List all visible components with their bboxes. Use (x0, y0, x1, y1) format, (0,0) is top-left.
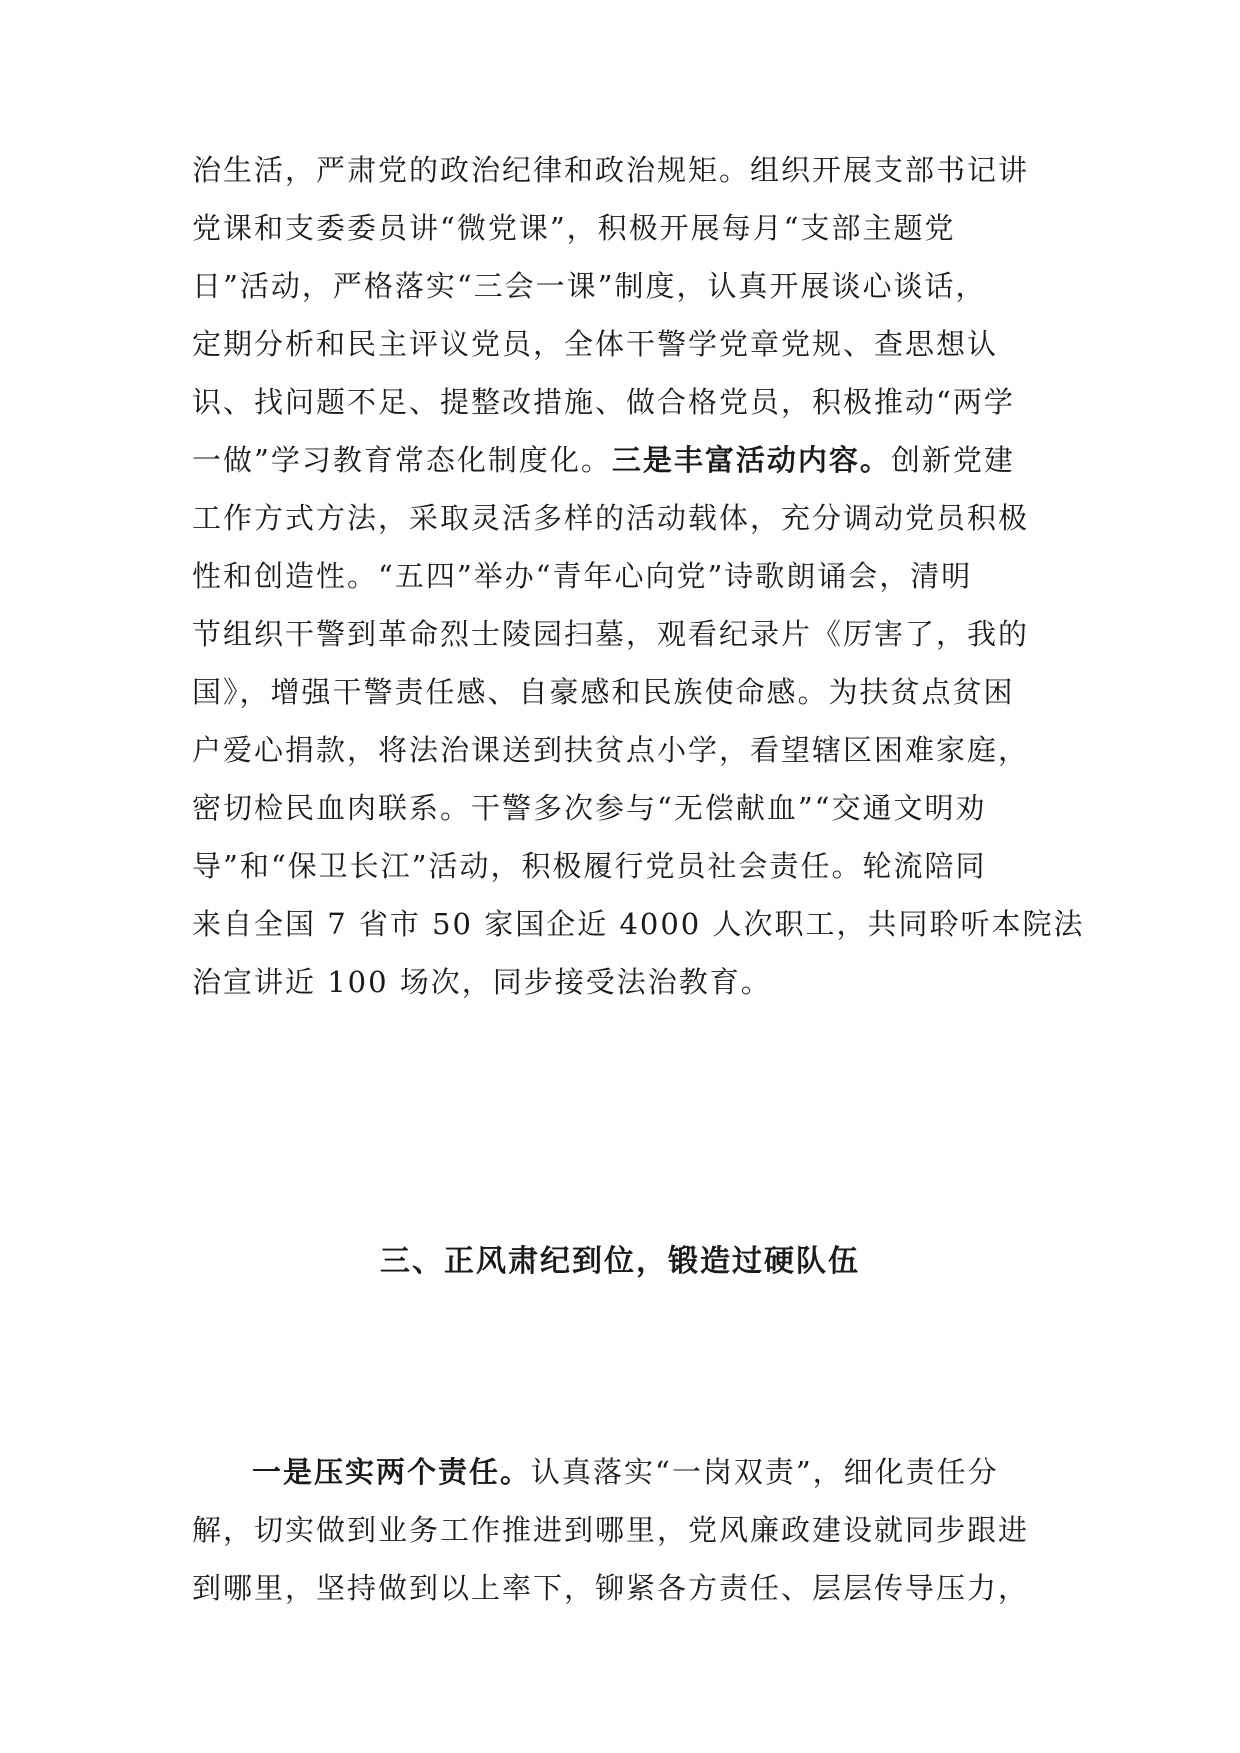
text-line (192, 150, 1029, 190)
text-line (192, 556, 972, 596)
text-run: 工作方式方法，采取灵活多样的活动载体，充分调动党员积极 (192, 501, 1030, 535)
text-line (192, 788, 986, 828)
text-run: 导”和“保卫长江”活动，积极履行党员社会责任。轮流陪同 (192, 849, 987, 883)
bold-lead-phrase: 一是压实两个责任。 (252, 1455, 532, 1489)
text-line (192, 730, 1029, 770)
text-line (192, 382, 1015, 422)
text-run: 定期分析和民主评议党员，全体干警学党章党规、查思想认 (192, 327, 999, 361)
text-line (192, 614, 1029, 654)
text-line (192, 904, 1084, 944)
text-line (192, 498, 1029, 538)
text-run: 认真落实“一岗双责”，细化责任分 (531, 1455, 999, 1489)
text-line (192, 1510, 1029, 1550)
text-line (192, 324, 998, 364)
text-run: 治宣讲近 100 场次，同步接受法治教育。 (192, 965, 772, 999)
text-line (192, 672, 1015, 712)
text-run: 户爱心捐款，将法治课送到扶贫点小学，看望辖区困难家庭， (192, 733, 1030, 767)
text-line (192, 962, 772, 1002)
section-heading: 三、正风肃纪到位，锻造过硬队伍 (380, 1244, 860, 1279)
text-run: 日”活动，严格落实“三会一课”制度，认真开展谈心谈话， (192, 269, 987, 303)
text-line (192, 846, 986, 886)
text-line (192, 208, 955, 248)
text-line (192, 440, 1015, 480)
text-run: 解，切实做到业务工作推进到哪里，党风廉政建设就同步跟进 (192, 1513, 1030, 1547)
text-run: 一做”学习教育常态化制度化。 (192, 443, 612, 477)
text-line (252, 1452, 999, 1492)
text-run: 治生活，严肃党的政治纪律和政治规矩。组织开展支部书记讲 (192, 153, 1030, 187)
text-run: 识、找问题不足、提整改措施、做合格党员，积极推动“两学 (192, 385, 1015, 419)
text-run: 国》，增强干警责任感、自豪感和民族使命感。为扶贫点贫困 (192, 675, 1015, 709)
bold-lead-phrase: 三是丰富活动内容。 (611, 443, 891, 477)
text-run: 创新党建 (890, 443, 1015, 477)
text-run: 党课和支委委员讲“微党课”，积极开展每月“支部主题党 (192, 211, 956, 245)
text-run: 节组织干警到革命烈士陵园扫墓，观看纪录片《厉害了，我的 (192, 617, 1030, 651)
text-line (192, 266, 986, 306)
text-run: 密切检民血肉联系。干警多次参与“无偿献血”“交通文明劝 (192, 791, 987, 825)
text-run: 到哪里，坚持做到以上率下，铆紧各方责任、层层传导压力， (192, 1571, 1030, 1605)
text-run: 来自全国 7 省市 50 家国企近 4000 人次职工，共同聆听本院法 (192, 907, 1085, 941)
text-run: 性和创造性。“五四”举办“青年心向党”诗歌朗诵会，清明 (192, 559, 973, 593)
text-line (192, 1568, 1029, 1608)
